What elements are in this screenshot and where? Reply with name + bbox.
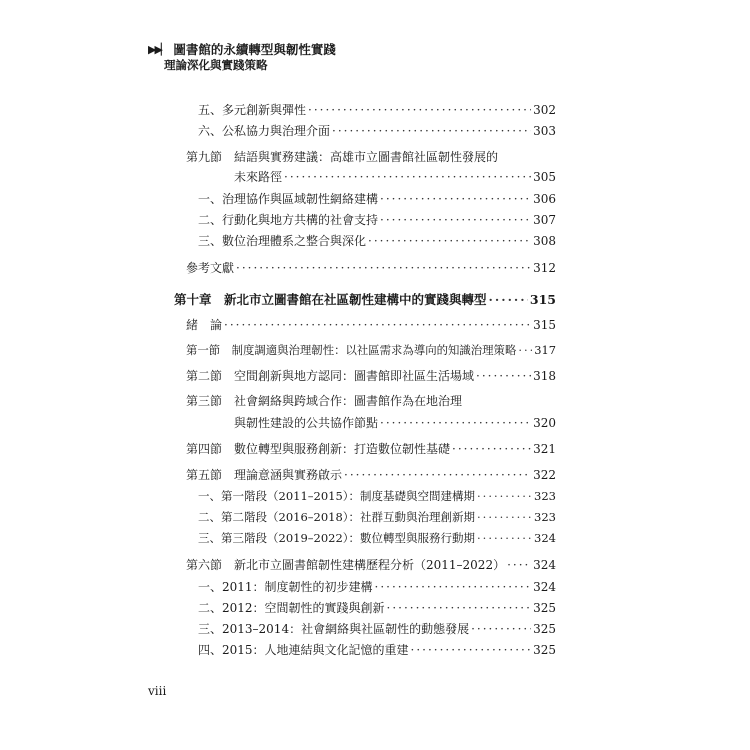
page-number: 312 [533, 261, 556, 275]
page-number: 308 [533, 234, 556, 248]
dot-leader [375, 580, 532, 594]
toc-entry: 三、2013–2014：社會網絡與社區韌性的動態發展 ····· 325 [198, 620, 556, 636]
page-number: 325 [533, 622, 556, 636]
page-number: 318 [533, 369, 556, 383]
dot-leader [411, 643, 532, 657]
dot-leader [507, 558, 531, 572]
toc-entry: 二、2012：空間韌性的實踐與創新 ····· 325 [198, 599, 556, 615]
page-number: 315 [533, 318, 556, 332]
toc-chapter-heading: 第十章 新北市立圖書館在社區韌性建構中的實踐與轉型 ····· 315 [174, 290, 556, 306]
page-number: 325 [533, 601, 556, 615]
dot-leader [224, 318, 531, 332]
page-number: 302 [533, 103, 556, 117]
dot-leader [308, 103, 531, 117]
toc-entry: 一、治理協作與區域韌性網絡建構 ····· 306 [198, 190, 556, 206]
toc-entry: 一、第一階段（2011–2015）：制度基礎與空間建構期 ····· 323 [198, 488, 556, 504]
toc-entry-section: 第二節 空間創新與地方認同：圖書館即社區生活場域 ····· 318 [186, 367, 556, 383]
toc-entry-section: 第九節 結語與實務建議：高雄市立圖書館社區韌性發展的 [186, 150, 499, 164]
dot-leader [332, 124, 531, 138]
page-number: 323 [534, 489, 556, 503]
book-title: 圖書館的永續轉型與韌性實踐 [173, 42, 336, 57]
page-number: 322 [533, 468, 556, 482]
toc-entry: 三、第三階段（2019–2022）：數位轉型與服務行動期 ····· 324 [198, 530, 556, 546]
dot-leader [344, 468, 531, 482]
toc-entry-continued: 未來路徑 ····· 305 [234, 168, 556, 184]
toc-entry: 二、第二階段（2016–2018）：社群互動與治理創新期 ····· 323 [198, 509, 556, 525]
dot-leader [477, 531, 532, 545]
page-number: 307 [533, 213, 556, 227]
dot-leader [387, 601, 532, 615]
page-number: 325 [533, 643, 556, 657]
dot-leader [477, 489, 532, 503]
toc-entry-section: 第六節 新北市立圖書館韌性建構歷程分析（2011–2022） ····· 324 [186, 556, 556, 572]
page-number: 317 [534, 343, 556, 357]
dot-leader [380, 192, 531, 206]
toc-entry: 三、數位治理體系之整合與深化 ····· 308 [198, 232, 556, 248]
page-folio: viii [148, 684, 167, 698]
page-number: 324 [533, 558, 556, 572]
page-number: 306 [533, 192, 556, 206]
toc-entry-section: 第一節 制度調適與治理韌性：以社區需求為導向的知識治理策略 ····· 317 [186, 342, 556, 358]
toc-entry-section: 第三節 社會網絡與跨域合作：圖書館作為在地治理 [186, 394, 463, 408]
page-number: 324 [534, 531, 556, 545]
toc-entry: 一、2011：制度韌性的初步建構 ····· 324 [198, 578, 556, 594]
dot-leader [476, 369, 531, 383]
toc-entry-continued: 與韌性建設的公共協作節點 ····· 320 [234, 414, 556, 430]
dot-leader [284, 170, 531, 184]
dot-leader [452, 442, 531, 456]
book-subtitle: 理論深化與實踐策略 [164, 58, 268, 72]
dot-leader [236, 261, 531, 275]
toc-entry: 四、2015：人地連結與文化記憶的重建 ····· 325 [198, 641, 556, 657]
page-number: 315 [529, 292, 556, 307]
page-number: 303 [533, 124, 556, 138]
toc-entry-references: 參考文獻 ····· 312 [186, 259, 556, 275]
dot-leader [380, 213, 531, 227]
page-number: 324 [533, 580, 556, 594]
dot-leader [489, 292, 528, 307]
dot-leader [368, 234, 531, 248]
toc-entry-section: 第四節 數位轉型與服務創新：打造數位韌性基礎 ····· 321 [186, 440, 556, 456]
page-number: 305 [533, 170, 556, 184]
dot-leader [518, 343, 532, 357]
dot-leader [471, 622, 531, 636]
page-number: 323 [534, 510, 556, 524]
dot-leader [380, 416, 531, 430]
page-number: 321 [533, 442, 556, 456]
dot-leader [477, 510, 532, 524]
fast-forward-icon: ▶▶▏ [148, 43, 168, 56]
toc-entry-section: 第五節 理論意涵與實務啟示 ····· 322 [186, 466, 556, 482]
toc-entry: 六、公私協力與治理介面 ····· 303 [198, 122, 556, 138]
toc-entry: 二、行動化與地方共構的社會支持 ····· 307 [198, 211, 556, 227]
page-number: 320 [533, 416, 556, 430]
toc-entry: 五、多元創新與彈性 ····· 302 [198, 101, 556, 117]
toc-entry-introduction: 緒 論 ····· 315 [186, 316, 556, 332]
